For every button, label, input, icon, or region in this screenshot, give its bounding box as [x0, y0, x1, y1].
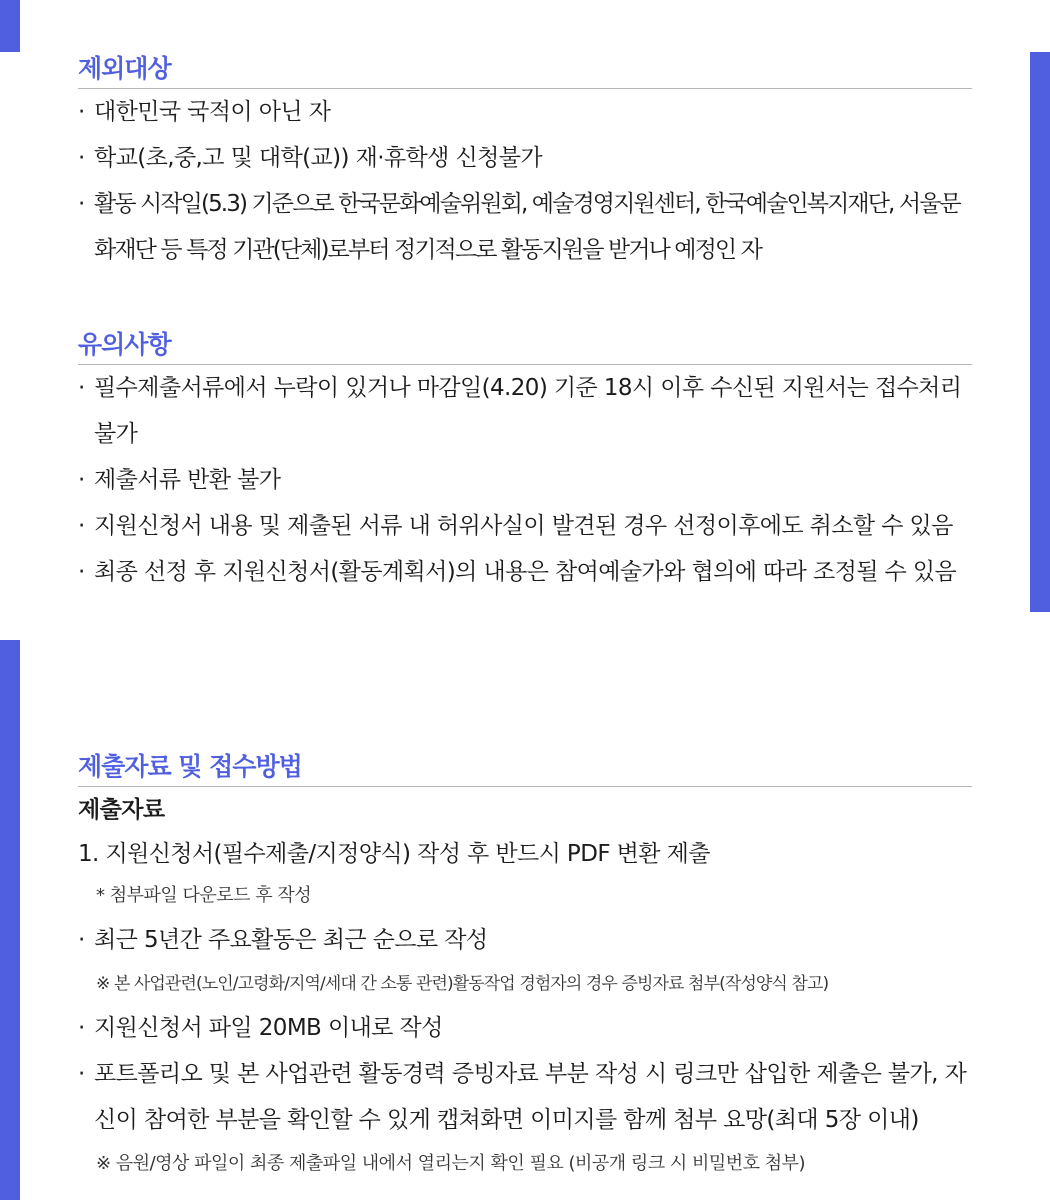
section-submission: [78, 750, 972, 1185]
notes-list: [78, 365, 972, 595]
list-item: · 학교(초,중,고 및 대학(교)) 재·휴학생 신청불가: [78, 135, 972, 181]
note-text: * 첨부파일 다운로드 후 작성: [96, 885, 312, 906]
submission-list-b: [78, 1005, 972, 1143]
section-title-submission: 제출자료 및 접수방법: [78, 750, 972, 787]
section-title-exclusions: 제외대상: [78, 52, 972, 89]
list-item: · 지원신청서 내용 및 제출된 서류 내 허위사실이 발견된 경우 선정이후에도 취소할 수 있음: [78, 503, 972, 549]
list-item: · 제출서류 반환 불가: [78, 457, 972, 503]
numbered-item: 1. 지원신청서(필수제출/지정양식) 작성 후 반드시 PDF 변환 제출: [78, 841, 710, 867]
list-item: · 대한민국 국적이 아닌 자: [78, 89, 972, 135]
list-item: · 최근 5년간 주요활동은 최근 순으로 작성: [78, 917, 972, 963]
decor-bar-bottom-left: [0, 640, 20, 1200]
section-title-notes: 유의사항: [78, 328, 972, 365]
subhead-documents: 제출자료: [78, 797, 165, 823]
list-item: · 지원신청서 파일 20MB 이내로 작성: [78, 1005, 972, 1051]
exclusions-list: [78, 89, 972, 273]
list-item: · 활동 시작일(5.3) 기준으로 한국문화예술위원회, 예술경영지원센터, 한국예술인복지재단, 서울문화재단 등 특정 기관(단체)로부터 정기적으로 활동지원을 받거나 예정인 자: [78, 181, 972, 273]
note-text: ※ 본 사업관련(노인/고령화/지역/세대 간 소통 관련)활동작업 경험자의 경우 증빙자료 첨부(작성양식 참고): [96, 974, 829, 994]
submission-list-a: [78, 917, 972, 963]
decor-bar-top-left: [0, 0, 20, 52]
section-notes: [78, 328, 972, 595]
section-exclusions: [78, 52, 972, 273]
decor-bar-right: [1030, 52, 1050, 612]
note-text: ※ 음원/영상 파일이 최종 제출파일 내에서 열리는지 확인 필요 (비공개 링크 시 비밀번호 첨부): [96, 1153, 806, 1174]
list-item: · 필수제출서류에서 누락이 있거나 마감일(4.20) 기준 18시 이후 수신된 지원서는 접수처리 불가: [78, 365, 972, 457]
list-item: · 최종 선정 후 지원신청서(활동계획서)의 내용은 참여예술가와 협의에 따라 조정될 수 있음: [78, 549, 972, 595]
list-item: · 포트폴리오 및 본 사업관련 활동경력 증빙자료 부분 작성 시 링크만 삽입한 제출은 불가, 자신이 참여한 부분을 확인할 수 있게 캡쳐화면 이미지를 함께 첨부 요망(최대 5장 이내): [78, 1051, 972, 1143]
